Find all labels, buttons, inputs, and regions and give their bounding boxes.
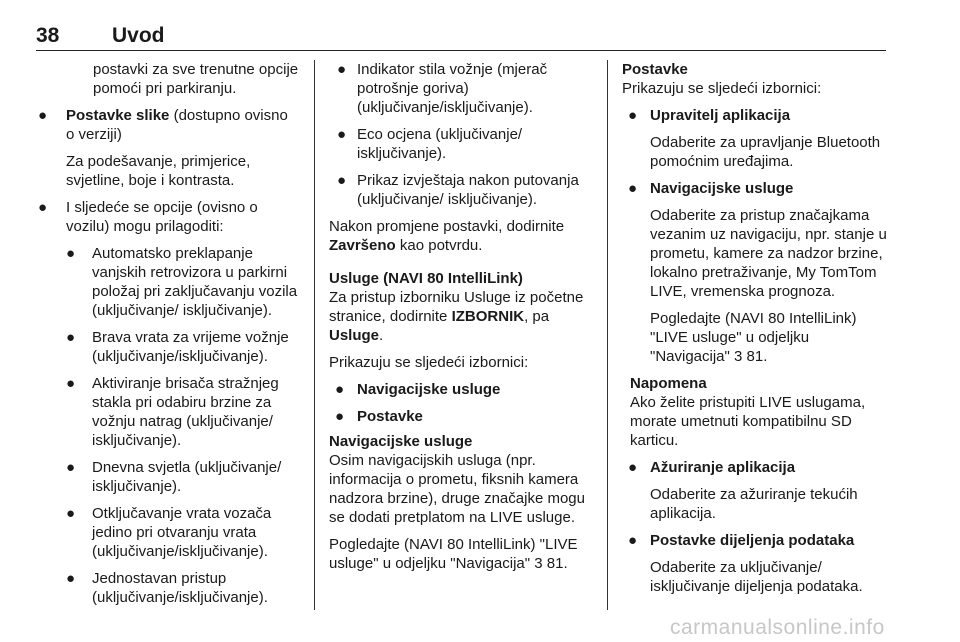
bullet-icon: ● [628, 107, 638, 124]
column-2 [329, 60, 596, 581]
sub-item-text: Aktiviranje brisača stražnjeg stakla pri odabiru brzine za vožnju natrag (uključivanje/ isključivanje). [92, 375, 279, 449]
column-divider [607, 60, 608, 610]
sub-list-item [38, 458, 300, 496]
list-item [38, 106, 300, 190]
sub-item-text: Automatsko preklapanje vanjskih retrovizora u parkirni položaj pri zaključavanju vozila (uključivanje/ isključivanje). [92, 245, 298, 319]
bold-term: IZBORNIK [451, 308, 525, 325]
item-label: Ažuriranje aplikacija [650, 459, 796, 476]
sub-item-text: Eco ocjena (uključivanje/ isključivanje). [357, 126, 523, 162]
bullet-icon: ● [66, 245, 76, 262]
bold-term: Završeno [329, 237, 396, 254]
column-1 [38, 60, 300, 615]
page-ref-icon: 3 [734, 348, 743, 365]
bullet-icon: ● [628, 532, 638, 549]
page-number: 38 [36, 24, 60, 47]
paragraph: Za pristup izborniku Usluge iz početne stranice, dodirnite IZBORNIK, pa Usluge. [329, 289, 584, 344]
column-divider [314, 60, 315, 610]
item-description: Odaberite za pristup značajkama vezanim uz navigaciju, npr. stanje u prometu, kamere za nadzor brzine, lokalno pretraživanje, My TomTom LIVE, vremenska prognoza. [650, 207, 887, 300]
note-text: Ako želite pristupiti LIVE uslugama, morate umetnuti kompatibilnu SD karticu. [630, 394, 866, 449]
sub-item-text: Otključavanje vrata vozača jedino pri otvaranju vrata (uključivanje/isključivanje). [92, 505, 272, 560]
sub-list-item [329, 125, 596, 163]
subsection-title: Navigacijske usluge [329, 433, 473, 450]
bullet-icon: ● [66, 505, 76, 522]
list-item [622, 531, 888, 596]
bullet-icon: ● [38, 107, 48, 124]
bullet-icon: ● [38, 199, 48, 216]
bullet-icon: ● [66, 375, 76, 392]
bullet-icon: ● [337, 61, 347, 78]
sub-item-text: Jednostavan pristup (uključivanje/isključivanje). [92, 570, 268, 606]
bullet-icon: ● [66, 570, 76, 587]
list-item [38, 198, 300, 236]
page-ref-icon: 3 [534, 555, 543, 572]
sub-list-item [38, 328, 300, 366]
list-item [622, 106, 888, 171]
list-item [622, 458, 888, 523]
list-item [622, 179, 888, 366]
item-label: Postavke slike [66, 107, 170, 124]
bullet-icon: ● [66, 329, 76, 346]
item-description: Za podešavanje, primjerice, svjetline, boje i kontrasta. [66, 153, 251, 189]
item-description: Odaberite za upravljanje Bluetooth pomoćnim uređajima. [650, 134, 881, 170]
note-box [622, 374, 888, 450]
item-reference: Pogledajte (NAVI 80 IntelliLink) "LIVE usluge" u odjeljku "Navigacija" 3 81. [650, 310, 857, 365]
item-label: Upravitelj aplikacija [650, 107, 791, 124]
paragraph: Osim navigacijskih usluga (npr. informacija o prometu, fiksnih kamera nadzora brzine), druge značajke mogu se dodati pretplatom na LIVE usluge. [329, 452, 585, 526]
item-text: I sljedeće se opcije (ovisno o vozilu) mogu prilagoditi: [66, 199, 258, 235]
bullet-icon: ● [337, 126, 347, 143]
bold-term: Usluge [329, 327, 380, 344]
section-title: Postavke [622, 61, 688, 78]
sub-list-item [329, 60, 596, 117]
item-label: Navigacijske usluge [357, 381, 501, 398]
paragraph: Prikazuju se sljedeći izbornici: [622, 80, 822, 97]
paragraph: Pogledajte (NAVI 80 IntelliLink) "LIVE usluge" u odjeljku "Navigacija" 3 81. [329, 536, 578, 572]
sub-item-text: Dnevna svjetla (uključivanje/ isključivanje). [92, 459, 282, 495]
bullet-icon: ● [628, 180, 638, 197]
section-title: Usluge (NAVI 80 IntelliLink) [329, 270, 523, 287]
item-description: Odaberite za uključivanje/ isključivanje dijeljenja podataka. [650, 559, 863, 595]
sub-list-item [38, 374, 300, 450]
item-description: Odaberite za ažuriranje tekućih aplikacija. [650, 486, 858, 522]
page-ref: 81 [546, 555, 564, 572]
sub-item-text: Indikator stila vožnje (mjerač potrošnje goriva) (uključivanje/isključivanje). [357, 61, 548, 116]
list-item [329, 380, 596, 399]
item-label: Postavke [357, 408, 423, 425]
sub-item-text: Prikaz izvještaja nakon putovanja (uključivanje/ isključivanje). [357, 172, 579, 208]
item-label: Navigacijske usluge [650, 180, 794, 197]
bullet-icon: ● [335, 381, 345, 398]
item-label: Postavke dijeljenja podataka [650, 532, 855, 549]
sub-item-text: Brava vrata za vrijeme vožnje (uključivanje/isključivanje). [92, 329, 289, 365]
bullet-icon: ● [628, 459, 638, 476]
column-3 [622, 60, 888, 604]
sub-list-item [329, 171, 596, 209]
sub-list-item [38, 504, 300, 561]
chapter-title: Uvod [112, 24, 165, 47]
sub-list-item [38, 569, 300, 607]
paragraph: Nakon promjene postavki, dodirnite Završeno kao potvrdu. [329, 218, 565, 254]
note-title: Napomena [630, 375, 707, 392]
sub-list-item [38, 244, 300, 320]
page-ref: 81. [746, 348, 768, 365]
list-item [329, 407, 596, 426]
page-header [36, 24, 886, 51]
bullet-icon: ● [66, 459, 76, 476]
watermark: carmanualsonline.info [670, 616, 885, 639]
continued-text: postavki za sve trenutne opcije pomoći pri parkiranju. [93, 61, 299, 97]
bullet-icon: ● [335, 408, 345, 425]
item-text: (dostupno ovisno o verziji) [66, 107, 288, 143]
paragraph: Prikazuju se sljedeći izbornici: [329, 354, 529, 371]
bullet-icon: ● [337, 172, 347, 189]
